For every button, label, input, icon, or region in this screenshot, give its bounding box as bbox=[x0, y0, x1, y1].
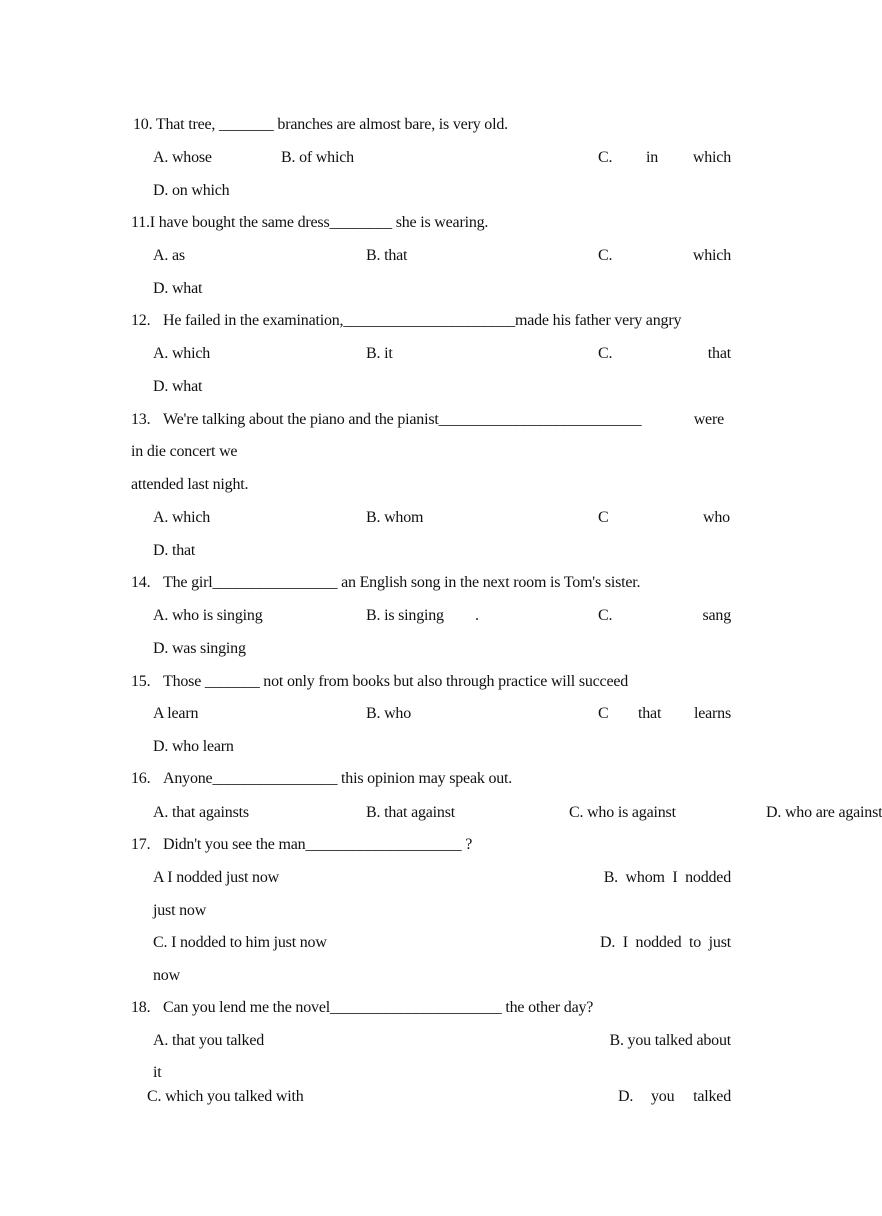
q17-option-c: C. I nodded to him just now bbox=[153, 934, 327, 951]
q11-option-b: B. that bbox=[366, 247, 408, 264]
q10-option-a: A. whose bbox=[153, 149, 212, 166]
question-13-stem-end: were bbox=[693, 411, 724, 428]
q12-option-c-word: that bbox=[707, 345, 731, 362]
q10-option-d: D. on which bbox=[153, 182, 230, 199]
question-12-stem: He failed in the examination,______________________made his father very angry bbox=[163, 312, 682, 329]
q17-option-a: A I nodded just now bbox=[153, 869, 279, 886]
q14-option-b-dot: . bbox=[475, 607, 479, 624]
question-15-stem: Those _______ not only from books but also through practice will succeed bbox=[163, 673, 629, 690]
q13-option-c-letter: C bbox=[598, 509, 609, 526]
q13-option-a: A. which bbox=[153, 509, 211, 526]
q18-option-b: B. you talked about bbox=[609, 1032, 731, 1049]
question-17-number: 17. bbox=[131, 836, 151, 853]
q17-option-b: B. whom I nodded bbox=[603, 869, 731, 886]
question-18-number: 18. bbox=[131, 999, 151, 1016]
q15-option-a: A learn bbox=[153, 705, 199, 722]
q13-option-b: B. whom bbox=[366, 509, 424, 526]
q16-option-c: C. who is against bbox=[569, 804, 676, 821]
q11-option-a: A. as bbox=[153, 247, 185, 264]
q16-option-a: A. that againsts bbox=[153, 804, 249, 821]
question-10-stem: 10. That tree, _______ branches are almost bare, is very old. bbox=[133, 116, 508, 133]
question-13-stem: We're talking about the piano and the pianist__________________________ bbox=[163, 411, 642, 428]
q15-option-c-word2: learns bbox=[693, 705, 731, 722]
q10-option-c-word2: which bbox=[692, 149, 731, 166]
question-17-stem: Didn't you see the man____________________ ? bbox=[163, 836, 473, 853]
q11-option-d: D. what bbox=[153, 280, 203, 297]
q15-option-b: B. who bbox=[366, 705, 412, 722]
q18-option-c: C. which you talked with bbox=[147, 1088, 304, 1105]
q18-option-a: A. that you talked bbox=[153, 1032, 265, 1049]
q17-option-d-continued: now bbox=[153, 967, 180, 984]
q14-option-c-word: sang bbox=[702, 607, 731, 624]
q15-option-c-word1: that bbox=[638, 705, 662, 722]
question-16-stem: Anyone________________ this opinion may speak out. bbox=[163, 770, 513, 787]
q18-option-d-word1: you bbox=[651, 1088, 675, 1105]
q14-option-c-letter: C. bbox=[598, 607, 613, 624]
q11-option-c-letter: C. bbox=[598, 247, 613, 264]
question-12-number: 12. bbox=[131, 312, 151, 329]
q13-option-c-word: who bbox=[703, 509, 730, 526]
question-14-number: 14. bbox=[131, 574, 151, 591]
q12-option-b: B. it bbox=[366, 345, 393, 362]
q11-option-c-word: which bbox=[692, 247, 731, 264]
question-13-number: 13. bbox=[131, 411, 151, 428]
q12-option-d: D. what bbox=[153, 378, 203, 395]
q10-option-c-letter: C. bbox=[598, 149, 613, 166]
question-16-number: 16. bbox=[131, 770, 151, 787]
q16-option-b: B. that against bbox=[366, 804, 455, 821]
q14-option-a: A. who is singing bbox=[153, 607, 263, 624]
question-11-stem: 11.I have bought the same dress________ she is wearing. bbox=[131, 214, 489, 231]
q12-option-a: A. which bbox=[153, 345, 211, 362]
q14-option-b: B. is singing bbox=[366, 607, 444, 624]
q18-option-b-continued: it bbox=[153, 1064, 162, 1081]
question-14-stem: The girl________________ an English song in the next room is Tom's sister. bbox=[163, 574, 641, 591]
q12-option-c-letter: C. bbox=[598, 345, 613, 362]
q18-option-d-letter: D. bbox=[618, 1088, 634, 1105]
q10-option-b: B. of which bbox=[281, 149, 354, 166]
q15-option-d: D. who learn bbox=[153, 738, 234, 755]
question-18-stem: Can you lend me the novel______________________ the other day? bbox=[163, 999, 594, 1016]
question-15-number: 15. bbox=[131, 673, 151, 690]
q16-option-d: D. who are against bbox=[766, 804, 882, 821]
q14-option-d: D. was singing bbox=[153, 640, 246, 657]
question-13-line3: attended last night. bbox=[131, 476, 249, 493]
q15-option-c-letter: C bbox=[598, 705, 609, 722]
q13-option-d: D. that bbox=[153, 542, 196, 559]
q17-option-d: D. I nodded to just bbox=[600, 934, 731, 951]
q10-option-c-word1: in bbox=[646, 149, 659, 166]
q17-option-b-continued: just now bbox=[153, 902, 207, 919]
q18-option-d-word2: talked bbox=[693, 1088, 731, 1105]
question-13-line2: in die concert we bbox=[131, 443, 238, 460]
